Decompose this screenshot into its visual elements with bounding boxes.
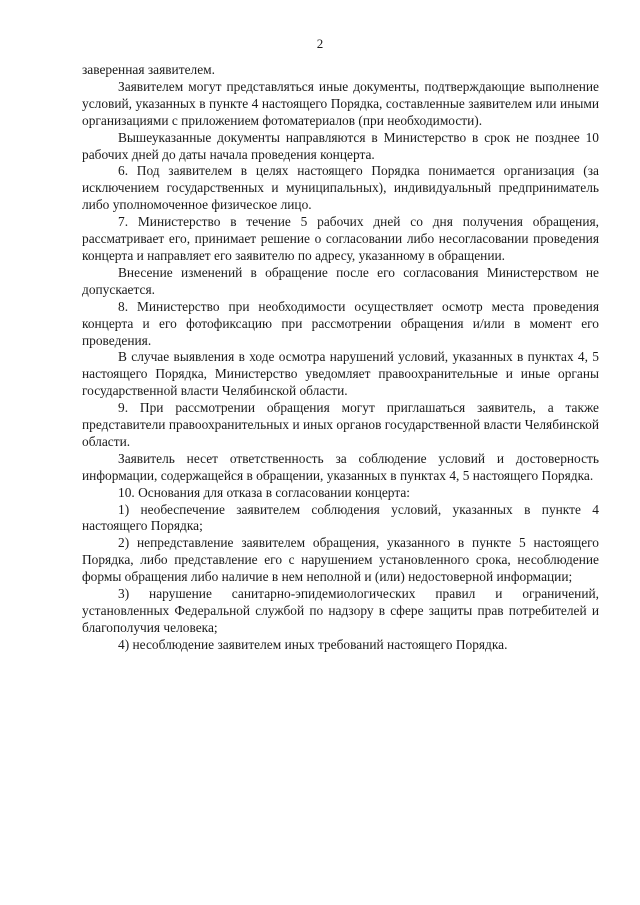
list-item-3: 3) нарушение санитарно-эпидемиологических правил и ограничений, установленных Федеральной службой по надзору в сфере защиты прав потребителей и благополучия человека; [82, 586, 599, 635]
paragraph: В случае выявления в ходе осмотра нарушений условий, указанных в пунктах 4, 5 настоящего Порядка, Министерство уведомляет правоохранительные и иные органы государственной власти Челябинской области. [82, 349, 599, 399]
list-item-2: 2) непредставление заявителем обращения, указанного в пункте 5 настоящего Порядка, либо представление его с нарушением установленного срока, несоблюдение формы обращения либо наличие в нем неполной и (или) недостоверной информации; [82, 535, 599, 585]
paragraph: Внесение изменений в обращение после его согласования Министерством не допускается. [82, 264, 599, 297]
paragraph: Заявитель несет ответственность за соблюдение условий и достоверность информации, содержащейся в обращении, указанных в пунктах 4, 5 настоящего Порядка. [82, 450, 599, 483]
paragraph-continuation: заверенная заявителем. [82, 62, 215, 77]
paragraph-item-10: 10. Основания для отказа в согласовании концерта: [118, 484, 411, 500]
paragraph-item-9: 9. При рассмотрении обращения могут приглашаться заявитель, а также представители правоохранительных и иных органов государственной власти Челябинской области. [82, 400, 599, 449]
list-item-4: 4) несоблюдение заявителем иных требований настоящего Порядка. [118, 636, 508, 652]
paragraph-item-8: 8. Министерство при необходимости осуществляет осмотр места проведения концерта и его фотофиксацию при рассмотрении обращения и/или в момент его проведения. [82, 298, 599, 348]
paragraph: Вышеуказанные документы направляются в Министерство в срок не позднее 10 рабочих дней до даты начала проведения концерта. [82, 129, 599, 162]
paragraph-item-6: 6. Под заявителем в целях настоящего Порядка понимается организация (за исключением государственных и муниципальных), индивидуальный предприниматель либо уполномоченное физическое лицо. [82, 163, 599, 213]
list-item-1: 1) необеспечение заявителем соблюдения условий, указанных в пункте 4 настоящего Порядка; [82, 501, 599, 534]
page-number: 2 [316, 36, 324, 51]
paragraph-item-7: 7. Министерство в течение 5 рабочих дней со дня получения обращения, рассматривает его, принимает решение о согласовании либо несогласовании проведения концерта и направляет его заявителю по адресу, указанному в обращении. [82, 214, 599, 263]
paragraph: Заявителем могут представляться иные документы, подтверждающие выполнение условий, указанных в пункте 4 настоящего Порядка, составленные заявителем или иными организациями с приложением фотоматериалов (при необходимости). [82, 78, 599, 128]
document-body [82, 62, 599, 654]
